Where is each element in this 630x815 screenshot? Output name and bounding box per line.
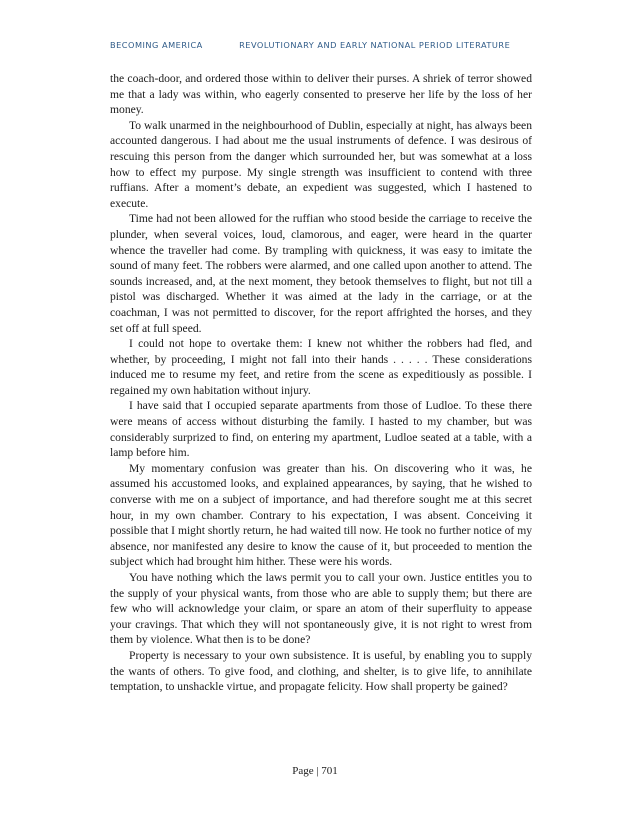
body-text	[110, 71, 532, 695]
book-title: BECOMING AMERICA	[110, 40, 203, 50]
page-number: Page | 701	[292, 765, 338, 777]
paragraph-3: Time had not been allowed for the ruffian who stood beside the carriage to receive the plunder, when several voices, loud, clamorous, and eager, were heard in the quarter whence the traveller had come. By trampling with quickness, it was easy to imitate the sound of many feet. The robbers were alarmed, and one called upon another to attend. The sounds increased, and, at the next moment, they betook themselves to flight, but not till a pistol was discharged. Whether it was aimed at the lady in the carriage, or at the coachman, I was not permitted to discover, for the report affrighted the horses, and they set off at full speed.	[110, 212, 532, 335]
paragraph-6: My momentary confusion was greater than his. On discovering who it was, he assumed his accustomed looks, and explained appearances, by saying, that he wished to converse with me on a subject of importance, and had therefore sought me at this secret hour, in my own chamber. Contrary to his expectation, I was absent. Conceiving it possible that I might shortly return, he had waited till now. He took no further notice of my absence, nor manifested any desire to know the cause of it, but proceeded to mention the subject which had brought him hither. These were his words.	[110, 461, 533, 569]
running-header	[110, 40, 530, 50]
paragraph-8: Property is necessary to your own subsistence. It is useful, by enabling you to supply the wants of others. To give food, and clothing, and shelter, is to give life, to annihilate temptation, to unshackle virtue, and propagate felicity. How shall property be gained?	[110, 648, 532, 694]
paragraph-5: I have said that I occupied separate apartments from those of Ludloe. To these there were means of access without disturbing the family. I hasted to my chamber, but was considerably surprized to find, on entering my apartment, Ludloe seated at a table, with a lamp before him.	[110, 399, 532, 460]
paragraph-2: To walk unarmed in the neighbourhood of Dublin, especially at night, has always been accounted dangerous. I had about me the usual instruments of defence. I was desirous of rescuing this person from the danger which surrounded her, but was somewhat at a loss how to effect my purpose. My single strength was insufficient to contend with three ruffians. After a moment’s debate, an expedient was suggested, which I hastened to execute.	[110, 118, 532, 210]
section-title: REVOLUTIONARY AND EARLY NATIONAL PERIOD LITERATURE	[239, 40, 511, 50]
paragraph-7: You have nothing which the laws permit you to call your own. Justice entitles you to the supply of your physical wants, from those who are able to supply them; but there are few who will acknowledge your claim, or spare an atom of their superfluity to appease your cravings. That which they will not spontaneously give, it is not right to wrest from them by violence. What then is to be done?	[110, 571, 532, 647]
paragraph-1: the coach-door, and ordered those within to deliver their purses. A shriek of terror showed me that a lady was within, who eagerly consented to preserve her life by the loss of her money.	[110, 72, 532, 117]
paragraph-4: I could not hope to overtake them: I knew not whither the robbers had fled, and whether, by proceeding, I might not fall into their hands . . . . . These considerations induced me to resume my feet, and retire from the scene as expeditiously as possible. I regained my own habitation without injury.	[110, 337, 532, 397]
